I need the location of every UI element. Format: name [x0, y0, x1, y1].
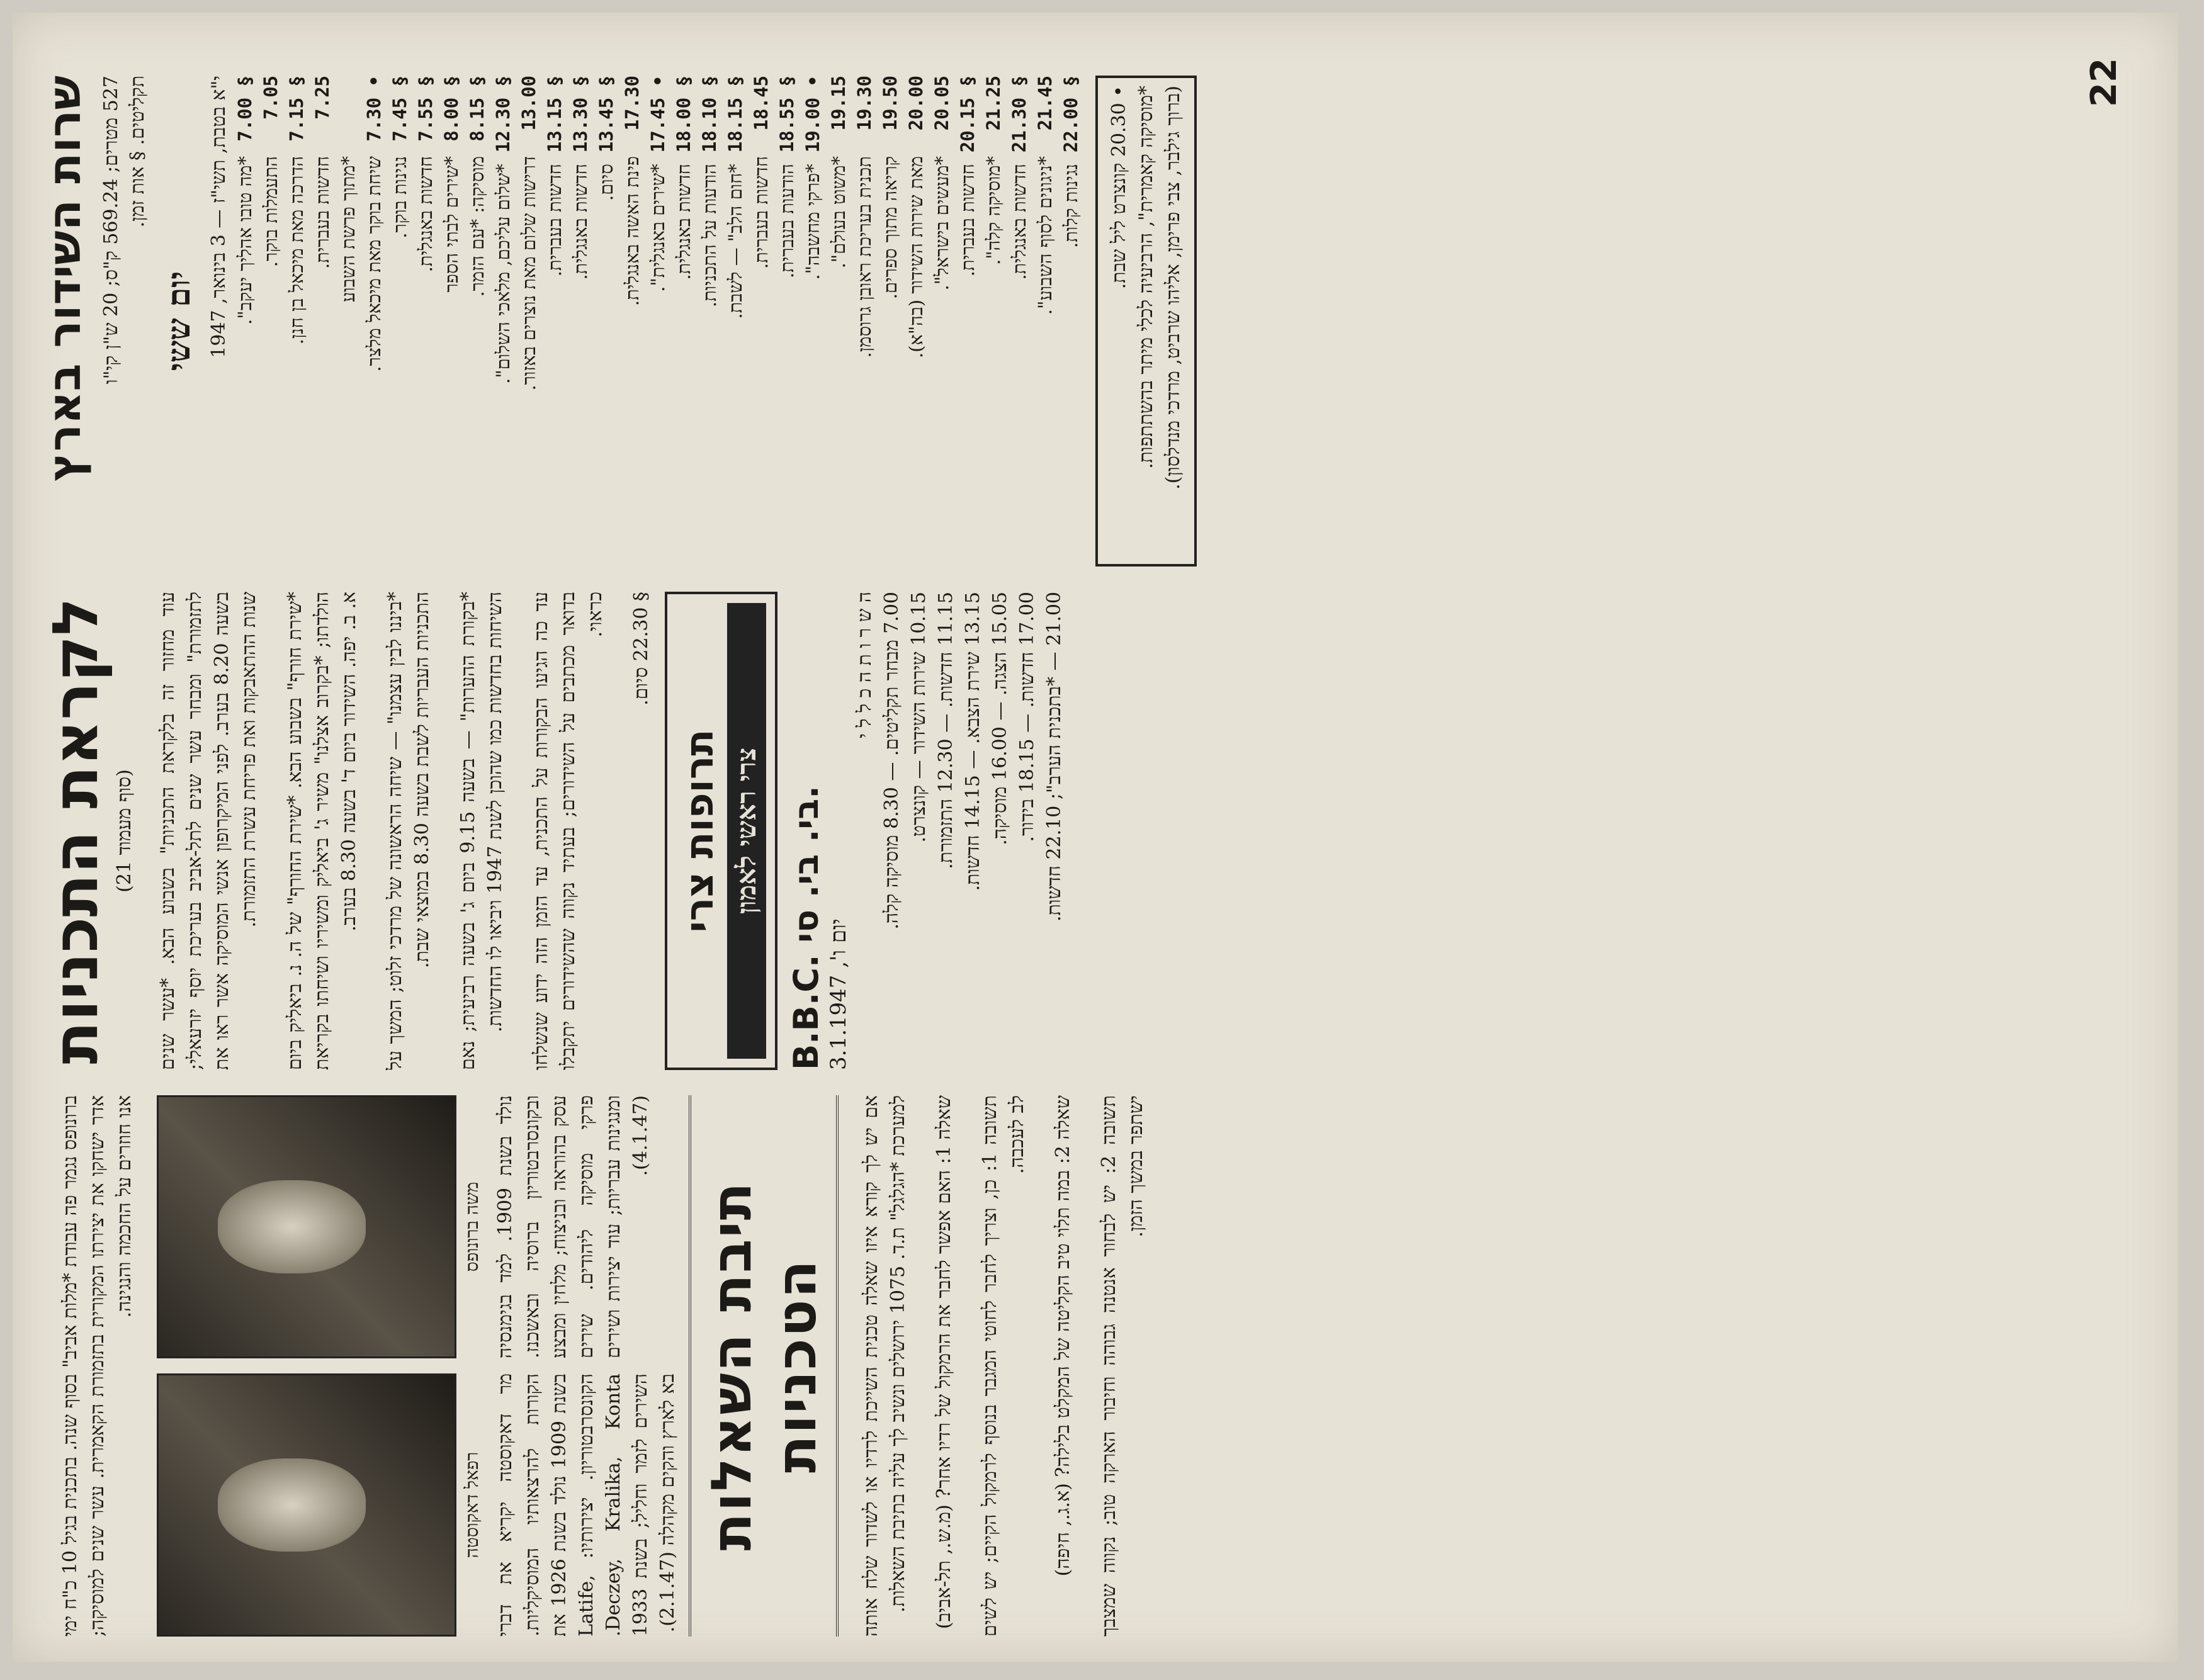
continued-note: (סוף מעמוד 21)	[113, 769, 135, 893]
programs-paragraph: *שירת חורף" בשבוע הבא. *שירת החורף" של ה. נ. ביאליק ביום הולדתו; *בקרוב אצלנו" משיר ג' ביאליק ומשיריו ושיחתו בקריאת א. ב. יפה. השידור ביום ד' בשעה 8.30 בערב.	[284, 592, 360, 1070]
schedule-time: § 7.00	[234, 76, 256, 142]
schedule-time: 17.30	[621, 76, 643, 131]
schedule-program: *חום הלב" — לשבת.	[725, 164, 746, 319]
qa-question: שאלה 2: במה תלוי טיב הקליטה של המקלט בלילה? (א.ג., חיפה)	[1052, 1095, 1074, 1577]
schedule-row	[439, 76, 465, 567]
schedule-time: • 7.30	[363, 76, 385, 142]
schedule-row	[800, 76, 826, 567]
concert-line-2: *מוסיקה קאמרית", הרביעיה לכלי מיתר בהשתתפות.	[1135, 86, 1157, 469]
schedule-program: נגינות קלות.	[1060, 164, 1082, 249]
schedule-row	[542, 76, 568, 567]
bbc-schedule	[851, 592, 1068, 1070]
divider	[836, 1095, 839, 1637]
schedule-time: § 13.15	[544, 76, 565, 153]
schedule-list	[232, 76, 1084, 567]
bbc-line: 21.00 — *בתכנית הערב"; 22.10 חדשות.	[1043, 592, 1065, 922]
schedule-time: § 18.15	[725, 76, 746, 153]
schedule-time: § 18.55	[776, 76, 798, 153]
schedule-time: § 20.15	[957, 76, 978, 153]
bbc-line: 11.15 חדשות. — 12.30 התזמורת.	[935, 592, 957, 869]
schedule-program: תכנית בעריכת ראובן גרוסמן.	[854, 156, 875, 358]
bbc-line: 7.00 מבחר תקליטים. — 8.30 מוסיקה קלה.	[881, 592, 903, 930]
schedule-time: § 8.00	[441, 76, 462, 142]
ad-logo: תרופות צרי	[676, 729, 722, 933]
schedule-time: 20.05	[931, 76, 952, 131]
schedule-time: 21.25	[983, 76, 1004, 131]
schedule-time: § 7.55	[415, 76, 436, 142]
schedule-row	[594, 76, 619, 567]
schedule-row	[1058, 76, 1084, 567]
schedule-program: *משוט בעולם".	[828, 156, 849, 269]
qa-intro: אם יש לך קורא איזו שאלה טכנית השייכת לרדיו או לשדור שלח אותה למערכת *הגלגל" ת.ד. 1075 ירושלים ונשיב לך עליה בתיבת השאלות.	[860, 1095, 909, 1637]
schedule-row	[903, 76, 929, 567]
schedule-program: נגינות בוקר.	[389, 156, 410, 239]
schedule-time: 13.00	[518, 76, 540, 131]
schedule-program: שיחת בוקר מאת מיכאל מלצר.	[363, 156, 385, 372]
qa-title: תיבת השאלות הטכניות	[699, 1181, 828, 1551]
date-line: י"א בטבת, תשי"ז — 3 בינואר, 1947	[208, 76, 230, 358]
schedule-row	[413, 76, 439, 567]
schedule-time: 19.15	[828, 76, 849, 131]
programs-title: לקראת התכניות	[38, 597, 112, 1064]
bio-paragraph: מר דאקוסטה יקריא את דברי הקורות להרצאותיו המוסיקליות. בשנת 1909 נולד בשנת 1926 את הקונסרבטוריון. יצירותיו: Latife, Deczey, Kralika, Konta. השירים לזמר וחליל; בשנת 1933 בא לארץ והקים מקהלה (2.1.47).	[494, 1373, 679, 1637]
concert-box	[1095, 76, 1197, 567]
schedule-program: *שירים באנגלית".	[647, 164, 669, 292]
schedule-program: *פרקי מחשבה".	[802, 164, 823, 280]
schedule-time: 18.45	[750, 76, 772, 131]
schedule-program: חדשות בעברית.	[957, 164, 978, 277]
schedule-row	[826, 76, 852, 567]
station-meta-2: תקליטים. § אות זמן.	[127, 76, 149, 228]
schedule-row	[723, 76, 749, 567]
schedule-time: 19.30	[854, 76, 875, 131]
photo-block	[157, 1095, 483, 1358]
photo-block	[157, 1373, 483, 1637]
closing-line: § 22.30 סיום.	[630, 592, 652, 706]
schedule-program: *ניגונים לסוף השבוע".	[1034, 156, 1056, 315]
schedule-time: § 18.00	[673, 76, 694, 153]
schedule-time: § 7.45	[389, 76, 410, 142]
schedule-row	[465, 76, 490, 567]
day-heading: יום ששי	[160, 271, 197, 371]
schedule-program: *מעשים בישראל".	[931, 156, 952, 291]
bbc-line: 10.15 שירות השידור — קונצרט.	[908, 592, 930, 843]
schedule-program: סיום.	[596, 164, 617, 201]
schedule-row	[361, 76, 387, 567]
schedule-row	[516, 76, 542, 567]
schedule-time: 7.05	[260, 76, 281, 120]
qa-answer: תשובה 1: כן, וצריך לחבר לחוטי המגבר בנוסף לרמקול הקיים; יש לשים לב לעכבה.	[979, 1095, 1028, 1637]
qa-question: שאלה 1: האם אפשר לחבר את הרמקול של רדיו אחר? (מ.ש., תל-אביב)	[933, 1095, 955, 1629]
bbc-line: ה ש ר ו ת ה כ ל ל י	[854, 592, 876, 738]
portrait-photo	[157, 1095, 456, 1358]
schedule-time	[336, 76, 361, 145]
qa-answer: תשובה 2: יש לבחור אנטנה גבוהה וחיבור הארקה טוב; נקווה שמצבך ישתפר במשך הזמן.	[1098, 1095, 1147, 1637]
programs-paragraph: *ביננו לבין עצמנו" — שיחה הראשונה של מרדכי זלוט; המשך על התכניות העבריות לשבת בשעה 8.30 במוצאי שבת.	[384, 592, 433, 1070]
schedule-row	[310, 76, 336, 567]
schedule-time: 19.50	[879, 76, 901, 131]
schedule-time: 7.25	[312, 76, 333, 120]
schedule-row	[852, 76, 878, 567]
schedule-row	[878, 76, 903, 567]
schedule-row	[619, 76, 645, 567]
bbc-line: 15.05 הצגה. — 16.00 מוסיקה.	[989, 592, 1011, 845]
schedule-time: § 21.30	[1009, 76, 1030, 153]
schedule-program: התעמלות בוקר.	[260, 156, 281, 268]
photo-row	[157, 1095, 483, 1637]
schedule-time: • 17.45	[647, 76, 669, 153]
schedule-program: *מוסיקה קלה".	[983, 156, 1004, 265]
portrait-photo	[157, 1373, 456, 1637]
rotated-page-content	[13, 50, 2153, 1662]
left-column	[38, 1095, 1168, 1637]
bio-paragraph: נולד בשנת 1909. למד בגימנסיה ובקונסרבטוריון ברוסיה ובאשכנז. עסק בהוראה ובניצוח; מלחין ומבצע פרקי מוסיקה ליהודים. שירים ומנגינות עבריות; עוד יצירות ושירים (4.1.47).	[494, 1095, 652, 1358]
schedule-row	[645, 76, 671, 567]
schedule-row	[336, 76, 361, 567]
schedule-program: חדשות באנגלית.	[570, 164, 591, 280]
schedule-time: § 12.30	[492, 76, 514, 153]
bbc-title: B.B.C. בי. בי. סי.	[786, 786, 826, 1070]
concert-line-3: (ברוך גילבר, צבי פרימן, אליהו שרביט, מרדכי מנדלסון).	[1162, 86, 1184, 490]
schedule-program: חדשות בעברית.	[750, 156, 772, 269]
photo-caption: משה ברונופס	[461, 1181, 482, 1272]
schedule-program: חדשות באנגלית.	[673, 164, 694, 280]
schedule-row	[387, 76, 413, 567]
schedule-column	[38, 76, 1197, 567]
schedule-row	[955, 76, 981, 567]
intro-paragraph: ברונופס נגמר פה עבודת *מלות אביב" בסוף שנה. בתכנית בגיל 10 כ"ח ימי אדר ישחקו את יצירתו המקורית בתזמורת הקאמרית. עשר שנים למוסיקה; אנו חוזרים על החכמה והנגינה.	[59, 1095, 135, 1637]
bio-row	[492, 1095, 681, 1637]
bbc-line: 13.15 שירת הצבא. — 14.15 חדשות.	[962, 592, 984, 891]
photo-caption: רפאל דאקוסטה	[461, 1452, 482, 1559]
schedule-row	[490, 76, 516, 567]
newspaper-page	[13, 13, 2178, 1662]
divider	[689, 1095, 691, 1637]
section-title: שרות השידור בארץ	[38, 76, 91, 482]
advertisement	[665, 592, 777, 1070]
schedule-row	[1032, 76, 1058, 567]
programs-paragraph: עד כה הגיעו הבקורות על התכנית, עד הזמן הזה ידוע שנשלחו בדואר מכתבים על השידורים; בעתיד נקווה שהשידורים יתקבלו כראוי.	[530, 592, 606, 1070]
schedule-program: קריאה מתוך ספרים.	[879, 156, 901, 300]
schedule-row	[697, 76, 723, 567]
schedule-time: § 8.15	[466, 76, 488, 142]
schedule-program: מוסיקה: *עם הזמר.	[466, 156, 488, 297]
schedule-row	[284, 76, 310, 567]
ad-tagline: צרי ראשי לאמון	[727, 603, 766, 1059]
schedule-time: § 13.30	[570, 76, 591, 153]
schedule-time: 20.00	[905, 76, 927, 131]
schedule-program: *שירים לבתי הספר	[441, 156, 462, 293]
schedule-program: הודעות בעברית.	[776, 164, 798, 279]
programs-column	[38, 592, 1068, 1070]
schedule-row	[671, 76, 697, 567]
schedule-row	[258, 76, 284, 567]
schedule-row	[1007, 76, 1032, 567]
schedule-row	[568, 76, 594, 567]
schedule-program: דרישות שלום מאת נוצרים באזור.	[518, 156, 540, 391]
bbc-line: 17.00 חדשות. — 18.15 בידור.	[1016, 592, 1038, 842]
schedule-program: חדשות באנגלית.	[1009, 164, 1030, 280]
schedule-program: פינת האשה באנגלית.	[621, 156, 643, 307]
schedule-time: 21.45	[1034, 76, 1056, 131]
schedule-program: הודעות על התכניות.	[699, 164, 720, 308]
schedule-time: § 22.00	[1060, 76, 1082, 153]
schedule-program: חדשות באנגלית.	[415, 156, 436, 273]
schedule-program: מאת שירות השידור (בה"א).	[905, 156, 927, 359]
schedule-row	[232, 76, 258, 567]
programs-paragraph: עוד מחזור זה בלקראת התכניות" בשבוע הבא. *עשר שנים לתזמורת" ומבחר עשר שנים לתל-אביב בעריכת יוסף יזרעאלי; בשעה 8.20 בערב. לפני המיקרופון אנשי המוסיקה אשר ראו את שנות ההתאבקות ואת פריחת עשרת התזמורת.	[157, 592, 260, 1070]
schedule-row	[774, 76, 800, 567]
schedule-time: • 19.00	[802, 76, 823, 153]
schedule-row	[929, 76, 955, 567]
schedule-program: *שלום עליכם, מלאכי השלום".	[492, 164, 514, 384]
schedule-program: הדרכה מאת מיכאל בן חנן.	[286, 156, 307, 345]
schedule-time: § 7.15	[286, 76, 307, 142]
page-number: 22	[2084, 58, 2125, 107]
schedule-row	[981, 76, 1007, 567]
programs-paragraph: *בקורת ההערות" — בשעה 9.15 ביום ג' בשעה רביעית; נאם השיחות בחדשות כמו שהוכן לשנת 1947 ויביאו לו החדשות.	[457, 592, 506, 1070]
schedule-time: § 13.45	[596, 76, 617, 153]
schedule-program: *מתוך פרשת השבוע	[337, 156, 359, 303]
station-meta-1: 527 מטרים; 569.24 ק"ס; 20 ש"ן קי"ו	[100, 76, 122, 385]
bbc-date: יום ו', 3.1.1947	[826, 918, 851, 1070]
schedule-time: § 18.10	[699, 76, 720, 153]
concert-line-1: • 20.30 קונצרט ליל שבת.	[1108, 86, 1130, 290]
schedule-row	[749, 76, 774, 567]
schedule-program: חדשות בעברית.	[544, 164, 565, 277]
schedule-program: *מה טובו אהליך יעקב".	[234, 156, 256, 325]
schedule-program: חדשות בעברית.	[312, 156, 333, 269]
